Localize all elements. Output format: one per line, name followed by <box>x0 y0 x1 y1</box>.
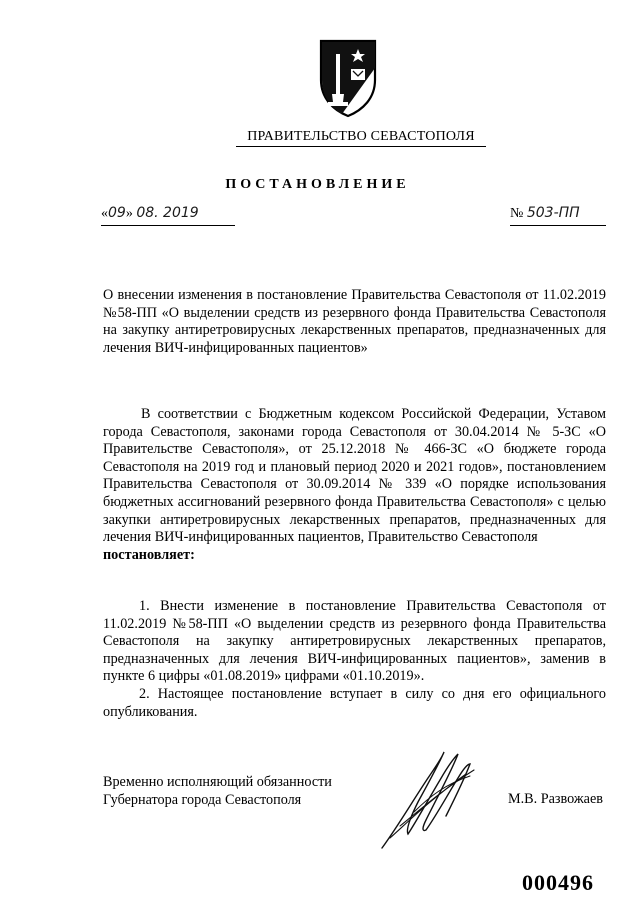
resolution-items <box>103 598 606 721</box>
serial-number: 000496 <box>522 870 594 895</box>
date-open-quote: « <box>101 206 108 221</box>
organization-name: ПРАВИТЕЛЬСТВО СЕВАСТОПОЛЯ <box>236 129 486 147</box>
date-close-quote: » <box>125 206 133 221</box>
decision-word: постановляет: <box>103 546 195 563</box>
number-value: 503-ПП <box>526 205 580 221</box>
resolution-item-1: 1. Внести изменение в постановление Правительства Севастополя от 11.02.2019 №58-ПП «О выделении средств из резервного фонда Правительства Севастополя на закупку антиретровирусных лекарственных препаратов, предназначенных для лечения ВИЧ-инфицированных пациентов», заменив в пункте 6 цифры «01.08.2019» цифрами «01.10.2019». <box>103 598 606 685</box>
document-subject <box>103 287 606 357</box>
signature-icon <box>370 730 500 860</box>
coat-of-arms-icon <box>318 38 378 118</box>
preamble-paragraph <box>103 406 606 564</box>
subject-text: О внесении изменения в постановление Правительства Севастополя от 11.02.2019 №58-ПП «О выделении средств из резервного фонда Правительства Севастополя на закупку антиретровирусных лекарственных препаратов, предназначенных для лечения ВИЧ-инфицированных пациентов» <box>103 287 606 356</box>
signer-name: М.В. Развожаев <box>508 791 603 807</box>
document-number <box>510 205 606 226</box>
resolution-item-2: 2. Настоящее постановление вступает в силу со дня его официального опубликования. <box>103 685 606 720</box>
document-type: ПОСТАНОВЛЕНИЕ <box>225 177 410 192</box>
signer-title-line-2: Губернатора города Севастополя <box>103 791 302 808</box>
signer-title-line-1: Временно исполняющий обязанности <box>103 774 332 790</box>
number-sign: № <box>510 206 524 221</box>
document-date <box>101 205 235 226</box>
signer-title <box>103 774 332 809</box>
date-day: 09 <box>108 205 126 221</box>
date-month-year: 08. 2019 <box>136 205 199 221</box>
preamble <box>103 406 606 564</box>
preamble-text: В соответствии с Бюджетным кодексом Российской Федерации, Уставом города Севастополя, законами города Севастополя от 30.04.2014 № 5-ЗС «О Правительстве Севастополя», от 25.12.2018 № 466-ЗС «О бюджете города Севастополя на 2019 год и плановый период 2020 и 2021 годов», постановлением Правительства Севастополя от 30.09.2014 № 339 «О порядке использования бюджетных ассигнований резервного фонда Правительства Севастополя» с целью закупки антиретровирусных лекарственных препаратов, предназначенных для лечения ВИЧ-инфицированных пациентов, Правительство Севастополя <box>103 406 606 546</box>
